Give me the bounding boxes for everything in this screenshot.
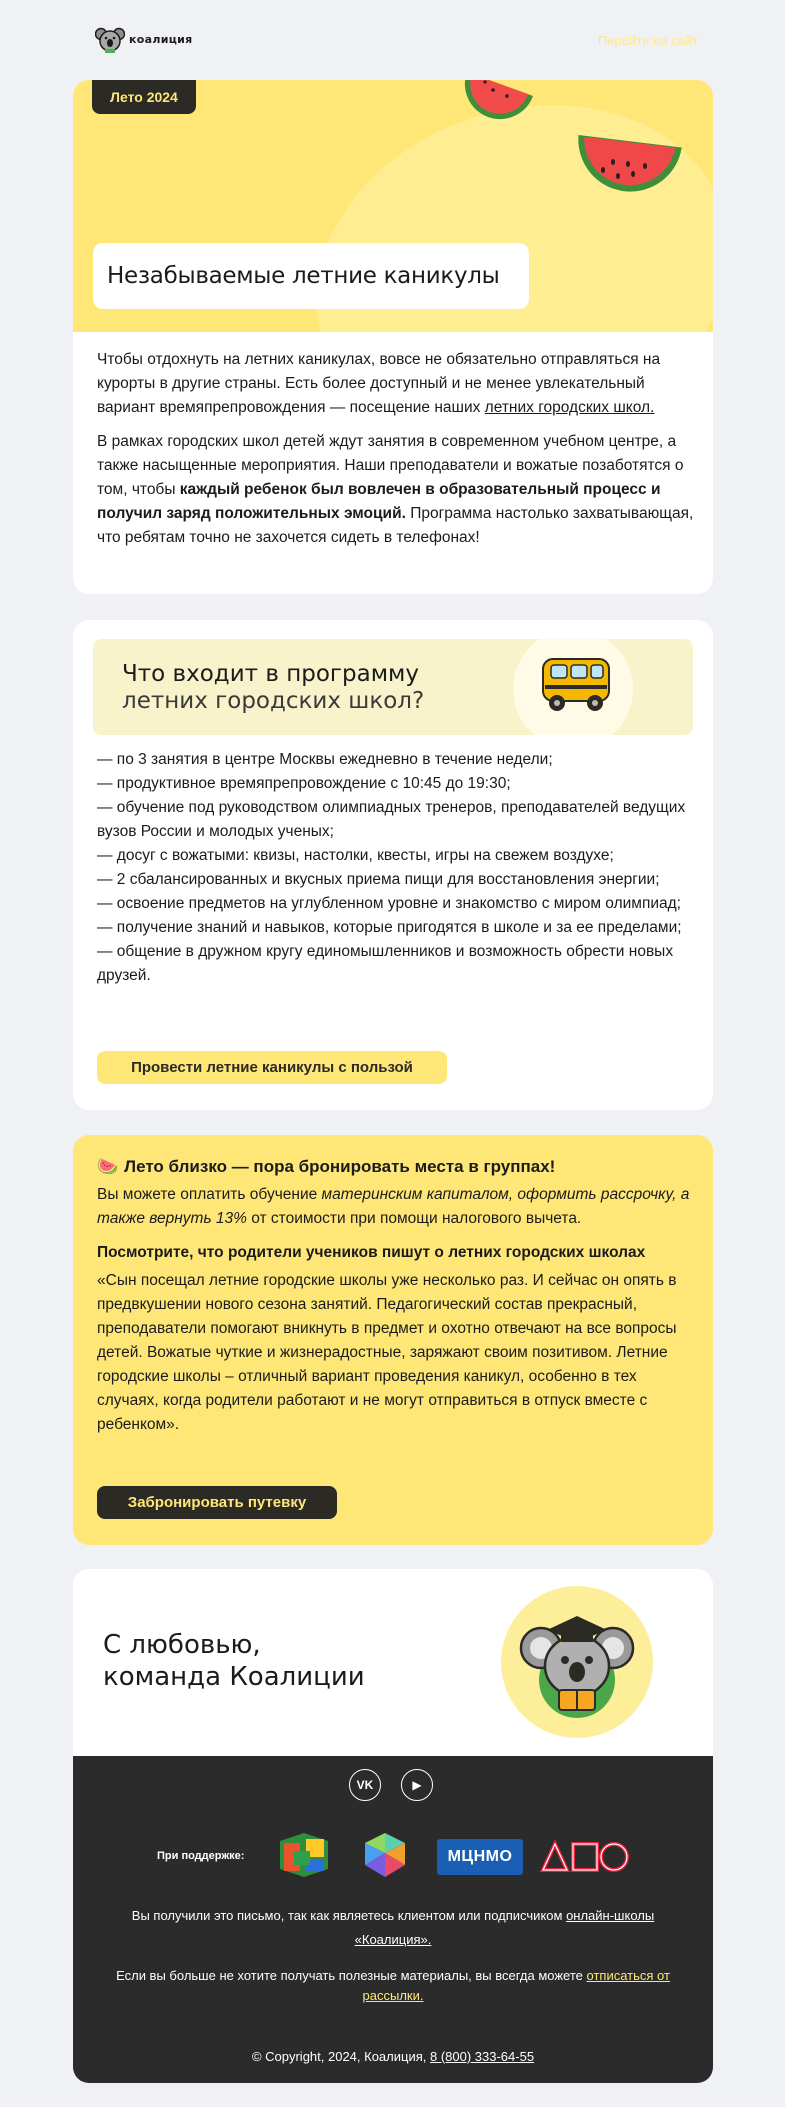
partner-logo-cube-icon[interactable] bbox=[276, 1829, 332, 1881]
email-header bbox=[73, 0, 713, 80]
program-title-line2: летних городских школ? bbox=[122, 688, 425, 714]
hero-card bbox=[73, 80, 713, 594]
koala-mascot-icon bbox=[501, 1586, 653, 1738]
reviews-heading-paragraph bbox=[97, 1241, 693, 1265]
hero-body bbox=[97, 348, 695, 560]
hero-banner bbox=[73, 80, 713, 332]
footer bbox=[73, 1756, 713, 2083]
online-school-link[interactable]: онлайн-школы «Коалиция». bbox=[354, 1908, 655, 1947]
intro-paragraph bbox=[97, 348, 695, 420]
booking-title-text: Лето близко — пора бронировать места в группах! bbox=[124, 1157, 556, 1176]
payment-text-italic: материнским капиталом, оформить рассрочку, а также вернуть 13% bbox=[97, 1186, 690, 1227]
list-item: — освоение предметов на углубленном уровне и знакомство с миром олимпиад; bbox=[97, 895, 681, 912]
list-item: — обучение под руководством олимпиадных тренеров, преподавателей ведущих вузов России и молодых ученых; bbox=[97, 799, 686, 840]
summer-schools-link[interactable]: летних городских школ. bbox=[484, 399, 655, 416]
details-text-end: Программа настолько захватывающая, что ребятам точно не захочется сидеть в телефонах! bbox=[97, 505, 694, 546]
signoff-text bbox=[103, 1629, 365, 1693]
payment-paragraph bbox=[97, 1183, 693, 1231]
reason-text: Вы получили это письмо, так как являетесь клиентом или подписчиком bbox=[131, 1908, 567, 1923]
signoff-line1: С любовью, bbox=[103, 1630, 261, 1660]
list-item: — продуктивное времяпрепровождение с 10:45 до 19:30; bbox=[97, 775, 511, 792]
copyright bbox=[97, 2045, 689, 2069]
list-item: — досуг с вожатыми: квизы, настолки, квесты, игры на свежем воздухе; bbox=[97, 847, 614, 864]
go-to-site-link[interactable]: Перейти на сайт bbox=[597, 33, 698, 48]
hero-title: Незабываемые летние каникулы bbox=[107, 263, 500, 289]
logo-text: коалиция bbox=[129, 32, 193, 46]
youtube-icon[interactable]: ▶ bbox=[401, 1769, 433, 1801]
book-trip-button[interactable]: Забронировать путевку bbox=[97, 1486, 337, 1519]
koala-logo-icon bbox=[95, 24, 125, 54]
details-text-start: В рамках городских школ детей ждут занятия в современном учебном центре, а также насыщенные мероприятия. Наши преподаватели и вожатые позаботятся о том, чтобы bbox=[97, 433, 684, 498]
season-badge: Лето 2024 bbox=[92, 80, 196, 114]
hero-title-box bbox=[93, 243, 529, 309]
booking-card bbox=[73, 1135, 713, 1545]
signoff-line2: команда Коалиции bbox=[103, 1662, 365, 1692]
program-list bbox=[97, 748, 697, 988]
list-item: — по 3 занятия в центре Москвы ежедневно в течение недели; bbox=[97, 751, 553, 768]
unsubscribe-text: Если вы больше не хотите получать полезные материалы, вы всегда можете bbox=[116, 1968, 587, 1983]
school-bus-icon bbox=[537, 649, 617, 721]
unsubscribe-note bbox=[97, 1966, 689, 2006]
partner-logo-mcnmo[interactable] bbox=[437, 1839, 523, 1875]
vk-icon[interactable]: VK bbox=[349, 1769, 381, 1801]
booking-content bbox=[97, 1155, 693, 1447]
partner-logo-dpo-icon[interactable] bbox=[539, 1840, 631, 1874]
summer-holidays-button[interactable]: Провести летние каникулы с пользой bbox=[97, 1051, 447, 1084]
social-links bbox=[349, 1769, 433, 1801]
list-item: — получение знаний и навыков, которые пригодятся в школе и за ее пределами; bbox=[97, 919, 682, 936]
watermelon-emoji-icon: 🍉 bbox=[97, 1157, 119, 1176]
parent-review: «Сын посещал летние городские школы уже несколько раз. И сейчас он опять в предвкушении нового сезона занятий. Педагогический состав прекрасный, преподаватели помогают вникнуть в предмет и охотно отвечают на все вопросы детей. Вожатые чуткие и жизнерадостные, заряжают своим позитивом. Летние городские школы – отличный вариант проведения каникул, особенно в тех случаях, когда родители работают и не могут отправиться в отпуск вместе с ребенком». bbox=[97, 1272, 677, 1433]
koala-mascot-backdrop bbox=[501, 1586, 653, 1738]
program-title-line1: Что входит в программу bbox=[122, 661, 420, 687]
program-title bbox=[122, 661, 424, 715]
list-item: — общение в дружном кругу единомышленников и возможность обрести новых друзей. bbox=[97, 943, 674, 984]
subscription-reason bbox=[97, 1904, 689, 1952]
phone-link[interactable]: 8 (800) 333-64-55 bbox=[429, 2049, 535, 2064]
program-card bbox=[73, 620, 713, 1110]
partner-mcnmo-text: МЦНМО bbox=[447, 1848, 513, 1865]
reviews-heading: Посмотрите, что родители учеников пишут о летних городских школах bbox=[97, 1244, 646, 1261]
watermelon-slice-icon bbox=[463, 80, 539, 136]
details-paragraph bbox=[97, 430, 695, 550]
partner-logo-flower-icon[interactable] bbox=[357, 1829, 413, 1881]
booking-title bbox=[97, 1155, 693, 1179]
intro-text: Чтобы отдохнуть на летних каникулах, вовсе не обязательно отправляться на курорты в другие страны. Есть более доступный и не менее увлекательный вариант времяпрепровождения — посещение наших bbox=[97, 351, 661, 416]
support-label: При поддержке: bbox=[157, 1850, 245, 1862]
coalition-logo[interactable] bbox=[95, 24, 193, 54]
list-item: — 2 сбалансированных и вкусных приема пищи для восстановления энергии; bbox=[97, 871, 660, 888]
payment-text-start: Вы можете оплатить обучение bbox=[97, 1186, 322, 1203]
watermelon-slice-icon bbox=[563, 110, 683, 210]
copyright-text: © Copyright, 2024, Коалиция, bbox=[251, 2049, 430, 2064]
unsubscribe-link[interactable]: отписаться от рассылки. bbox=[362, 1968, 670, 2003]
payment-text-end: от стоимости при помощи налогового вычета. bbox=[246, 1210, 582, 1227]
signoff-card bbox=[73, 1569, 713, 2083]
program-header bbox=[93, 639, 693, 735]
details-text-bold: каждый ребенок был вовлечен в образовательный процесс и получил заряд положительных эмоций. bbox=[97, 481, 661, 522]
